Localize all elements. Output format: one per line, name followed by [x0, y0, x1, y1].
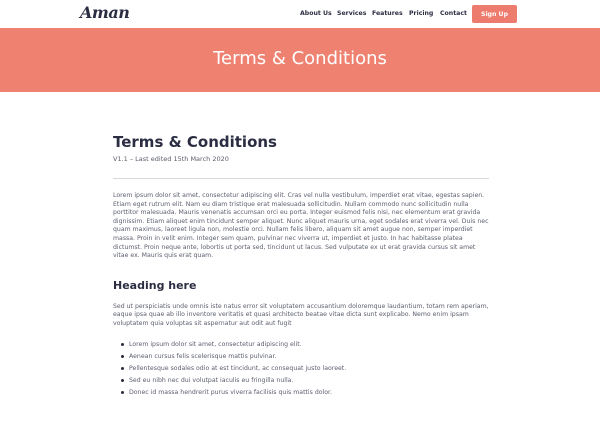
bullet-icon	[121, 343, 124, 346]
nav-link-about-us[interactable]: About Us	[300, 10, 332, 17]
list-item-text: Sed eu nibh nec dui volutpat iaculis eu fringilla nulla.	[129, 376, 294, 384]
nav-link-pricing[interactable]: Pricing	[409, 10, 434, 17]
bullet-icon	[121, 367, 124, 370]
list-item-text: Lorem ipsum dolor sit amet, consectetur adipiscing elit.	[129, 340, 302, 348]
intro-paragraph: Lorem ipsum dolor sit amet, consectetur adipiscing elit. Cras vel nulla vestibulum, imperdiet erat vitae, egestas sapien. Etiam eget rutrum elit. Nam eu diam tristique erat malesuada sollicitudin. Nullam commodo nunc sollicitudin nulla porttitor malesuada. Mauris venenatis accumsan orci eu porta. Integer euismod felis nisi, nec elementum erat gravida dignissim. Etiam aliquet enim tincidunt semper aliquet. Nunc aliquet mauris urna, eget sodales erat viverra vel. Duis nec quam maximus, laoreet ligula non, molestie orci. Nullam felis libero, aliquam sit amet augue non, semper imperdiet massa. Proin in velit enim. Integer sem quam, pulvinar nec viverra ut, imperdiet et justo. In hac habitasse platea dictumst. Proin neque ante, lobortis ut porta sed, tincidunt ut lacus. Sed vulputate ex ut erat gravida cursus sit amet vitae ex. Mauris quis erat quam.	[113, 192, 489, 260]
bullet-icon	[121, 355, 124, 358]
list-item	[121, 339, 489, 351]
version-info: V1.1 – Last edited 15th March 2020	[113, 155, 229, 163]
sign-up-button[interactable]: Sign Up	[472, 5, 517, 23]
bullet-list	[113, 339, 489, 399]
bullet-icon	[121, 391, 124, 394]
page-title: Terms & Conditions	[113, 133, 277, 151]
nav-link-contact[interactable]: Contact	[440, 10, 467, 17]
section-paragraph: Sed ut perspiciatis unde omnis iste natus error sit voluptatem accusantium doloremque laudantium, totam rem aperiam, eaque ipsa quae ab illo inventore veritatis et quasi architecto beatae vitae dicta sunt explicabo. Nemo enim ipsam voluptatem quia voluptas sit aspernatur aut odit aut fugit	[113, 302, 489, 327]
terms-content	[113, 132, 489, 399]
top-navbar	[0, 0, 600, 28]
bullet-icon	[121, 379, 124, 382]
hero-title: Terms & Conditions	[213, 48, 387, 69]
list-item	[121, 351, 489, 363]
list-item	[121, 387, 489, 399]
list-item	[121, 363, 489, 375]
nav-link-features[interactable]: Features	[372, 10, 403, 17]
list-item-text: Pellentesque sodales odio at est tincidunt, ac consequat justo laoreet.	[129, 364, 347, 372]
section-heading: Heading here	[113, 278, 197, 292]
list-item-text: Aenean cursus felis scelerisque mattis pulvinar.	[129, 352, 277, 360]
list-item-text: Donec id massa hendrerit purus viverra facilisis quis mattis dolor.	[129, 388, 332, 396]
divider	[113, 178, 489, 179]
nav-link-services[interactable]: Services	[337, 10, 367, 17]
list-item	[121, 375, 489, 387]
hero-banner	[0, 28, 600, 92]
brand-logo[interactable]: Aman	[80, 3, 130, 22]
